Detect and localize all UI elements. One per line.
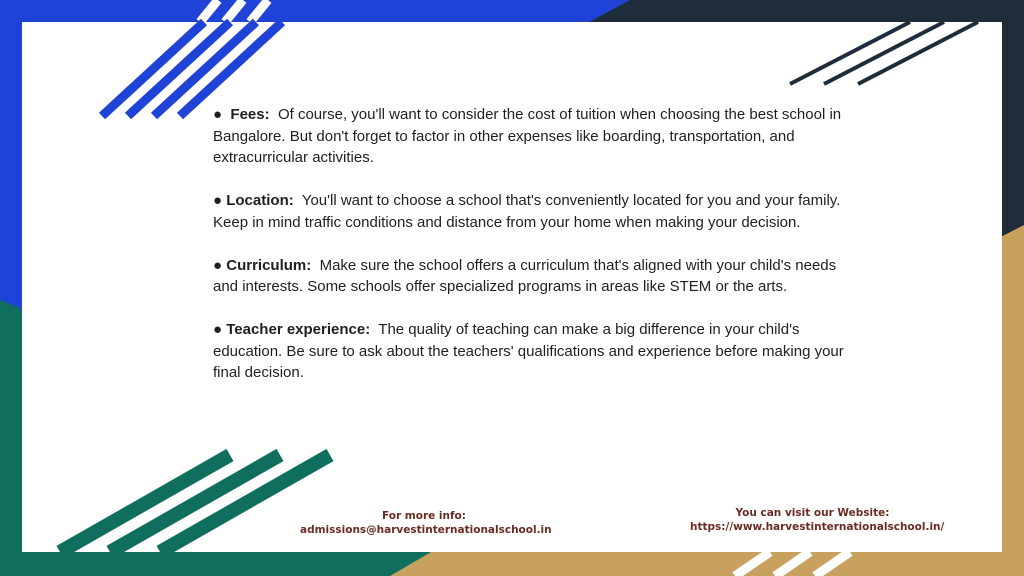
bullet: ● <box>213 192 223 209</box>
white-stripe <box>735 552 770 576</box>
navy-stripe <box>790 22 910 84</box>
contact-info <box>300 509 552 537</box>
blue-stripe <box>128 22 230 116</box>
item-text: The quality of teaching can make a big difference in your child's education. Be sure to ask about the teachers' qualifications and experience before making your final decision. <box>213 321 844 381</box>
website-info <box>690 506 945 534</box>
criteria-item-teacher-experience <box>213 319 853 384</box>
criteria-item-fees <box>213 104 853 169</box>
white-stripe <box>200 0 218 22</box>
item-text: Make sure the school offers a curriculum that's aligned with your child's needs and interests. Some schools offer specialized programs in areas like STEM or the arts. <box>213 256 837 295</box>
contact-title: For more info: <box>382 510 466 522</box>
navy-stripe <box>858 22 978 84</box>
white-stripe <box>775 552 810 576</box>
item-label: Location: <box>226 192 294 209</box>
item-text: Of course, you'll want to consider the cost of tuition when choosing the best school in Bangalore. But don't forget to factor in other expenses like boarding, transportation, and extracurricular activities. <box>213 106 842 166</box>
item-label: Teacher experience: <box>226 321 371 338</box>
item-label: Curriculum: <box>226 256 312 274</box>
website-link[interactable]: https://www.harvestinternationalschool.in/ <box>690 521 945 533</box>
white-stripe <box>815 552 850 576</box>
website-title: You can visit our Website: <box>735 507 890 519</box>
bullet: ● <box>213 106 223 123</box>
white-stripe <box>250 0 268 22</box>
white-stripe <box>225 0 243 22</box>
bullet: ● <box>213 256 223 274</box>
contact-email[interactable]: admissions@harvestinternationalschool.in <box>300 524 552 536</box>
item-label: Fees: <box>230 106 270 123</box>
criteria-item-location <box>213 190 853 233</box>
criteria-item-curriculum <box>213 255 853 298</box>
blue-stripe <box>154 22 256 116</box>
navy-stripe <box>824 22 944 84</box>
bullet: ● <box>213 321 223 338</box>
item-text: You'll want to choose a school that's conveniently located for you and your family. Keep in mind traffic conditions and distance from your home when making your decision. <box>213 192 841 231</box>
criteria-list <box>213 104 853 405</box>
